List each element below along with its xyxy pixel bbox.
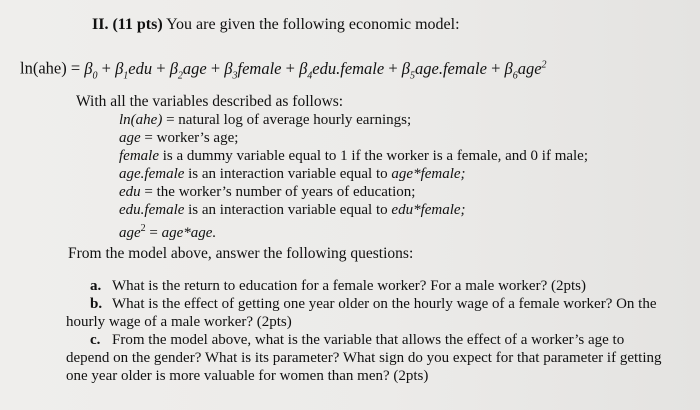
definition-age: age = worker’s age; [119,130,239,146]
term-b6: $\beta_6age^2$ [504,58,547,81]
equation-lhs: ln(ahe) [20,58,67,78]
term-b2: $\beta_2age$ [169,58,207,81]
question-c-line2: depend on the gender? What is its parameter? What sign do you expect for that parameter if getting [66,350,662,366]
question-b-line1: b. What is the effect of getting one year older on the hourly wage of a female worker? On the [90,296,657,312]
problem-heading [92,16,460,34]
question-b-line2: hourly wage of a male worker? (2pts) [66,314,292,330]
definition-ln-ahe: ln(ahe) = natural log of average hourly earnings; [119,112,412,128]
problem-points: (11 pts) [112,16,163,33]
problem-intro-text: You are given the following economic model: [166,16,460,33]
definition-age-female: age.female is an interaction variable equal to age*female; [119,166,466,182]
definitions-intro: With all the variables described as follows: [76,93,344,110]
term-b0: $\beta_0$ [84,58,98,81]
term-b1: $\beta_1edu$ [115,58,153,81]
question-a-label: a. [90,278,102,294]
model-equation: $\ln(ahe) = \beta_0 + \beta_1edu + \beta_2age$ + $\beta_3female$ + $\beta_4edu.female$ + $\beta_5age.female + \beta_6age^2$ [20,58,547,81]
question-c-label: c. [90,332,101,348]
term-b5: $\beta_5age.female$ [401,58,487,81]
definition-edu: edu = the worker’s number of years of education; [119,184,416,200]
term-b3: $\beta_3female$ [224,58,282,81]
definition-edu-female: edu.female is an interaction variable equal to edu*female; [119,202,466,218]
problem-number: II. [92,16,109,33]
questions-prompt: From the model above, answer the following questions: [68,245,414,262]
definition-female: female is a dummy variable equal to 1 if the worker is a female, and 0 if male; [119,148,589,164]
question-a: a. What is the return to education for a female worker? For a male worker? (2pts) [90,278,586,294]
question-c-line3: one year older is more valuable for women than men? (2pts) [66,368,429,384]
definition-age-squared: age$^2$ = age*age. [119,223,217,241]
term-b4: $\beta_4edu.female$ [299,58,385,81]
question-c-line1: c. From the model above, what is the variable that allows the effect of a worker’s age to [90,332,625,348]
question-b-label: b. [90,296,103,312]
